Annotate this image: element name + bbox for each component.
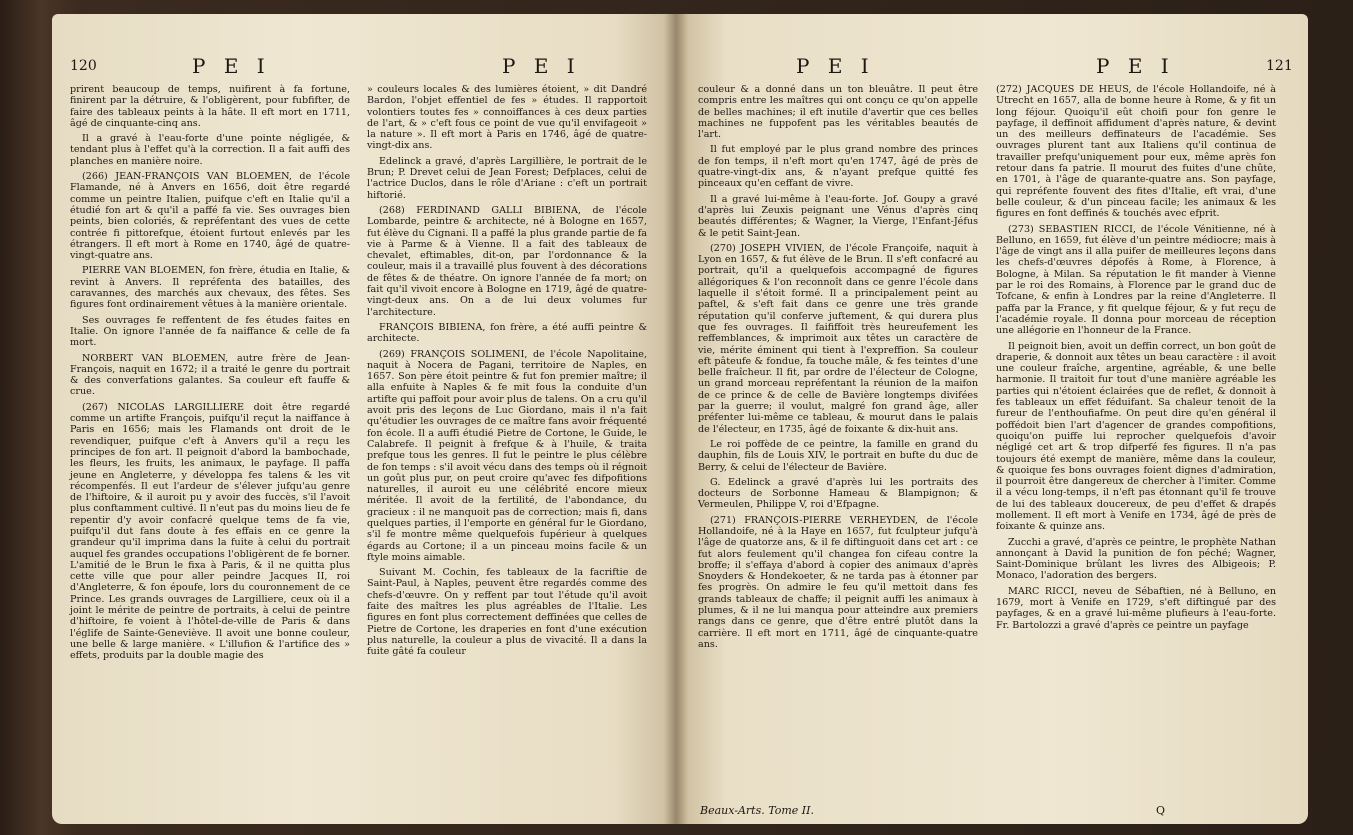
paragraph: (273) SEBASTIEN RICCI, de l'école Vénitienne, né à Belluno, en 1659, fut élève d'un peintre médiocre; mais à l'âge de vingt ans il alla puifer de meilleures leçons dans les chefs-d'œuvres dépofés à Rome, à Florence, à Bologne, à Milan. Sa réputation le fit mander à Vienne par le roi des Romains, à Florence par le grand duc de Tofcane, & enfin à Londres par la reine d'Angleterre. Il paffa par la France, y fit quelque féjour, & y fut reçu de l'académie royale. Il donna pour morceau de réception une allégorie en l'honneur de la France. xyxy=(996,223,1276,337)
paragraph: Suivant M. Cochin, fes tableaux de la facriftie de Saint-Paul, à Naples, peuvent être regardés comme des chefs-d'œuvre. On y reffent par tout l'étude qu'il avoit faite des maîtres les plus agréables de l'Italie. Les figures en font plus correctement deffinées que celles de Pietre de Cortone, les draperies en font d'une exécution plus naturelle, la couleur a plus de vivacité. Il a dans la fuite gâté fa couleur xyxy=(367,567,647,658)
paragraph: (268) FERDINAND GALLI BIBIENA, de l'école Lombarde, peintre & architecte, né à Bologne en 1657, fut élève du Cignani. Il a paffé la plus grande partie de fa vie à Parme & à Vienne. Il a fait des tableaux de chevalet, eftimables, dit-on, par l'ordonnance & la couleur, mais il a travaillé plus fouvent à des décorations de fêtes & de théatre. On ignore l'année de fa mort; on fait qu'il vivoit encore à Bologne en 1719, âgé de quatre-vingt-deux ans. On a de lui deux volumes fur l'architecture. xyxy=(367,204,647,318)
paragraph: Il a gravé lui-même à l'eau-forte. Jof. Goupy a gravé d'après lui Zeuxis peignant une Vénus d'après cinq beautés différentes; & Wagner, la Vierge, l'Enfant-Jéfus & le petit Saint-Jean. xyxy=(698,193,978,239)
paragraph: (269) FRANÇOIS SOLIMENI, de l'école Napolitaine, naquit à Nocera de Pagani, territoire de Naples, en 1657. Son père étoit peintre & fut fon premier maître; il alla enfuite à Naples & fe mit fous la conduite d'un artifte qui paffoit pour avoir plus de talens. On a cru qu'il avoit pris des leçons de Luc Giordano, mais il n'a fait qu'étudier les ouvrages de ce maître fans avoir fréquenté fon école. Il a auffi étudié Pietre de Cortone, le Guide, le Calabrefe. Il peignit à frefque & à l'huile, & traita prefque tous les genres. Il fut le peintre le plus célèbre de fon temps : s'il avoit vécu dans des temps où il régnoit un goût plus pur, on peut croire qu'avec fes difpofitions naturelles, il auroit eu une célébrité encore mieux méritée. Il avoit de la fertilité, de l'abondance, du gracieux : il ne manquoit pas de correction; mais fi, dans quelques parties, il l'emporte en général fur le Giordano, s'il fe montre même quelquefois fupérieur à quelques égards au Cortone; il a un pinceau moins facile & un ftyle moins aimable. xyxy=(367,348,647,563)
left-page xyxy=(52,14,676,824)
running-head-right-1: P E I xyxy=(796,54,875,78)
paragraph: » couleurs locales & des lumières étoient, » dit Dandré Bardon, l'objet effentiel de fes » études. Il rapportoit volontiers toutes fes » connoiffances à ces deux parties de l'art, & » c'eft fous ce point de vue qu'il envifageoit » la nature ». Il eft mort à Paris en 1746, âgé de quatre-vingt-dix ans. xyxy=(367,84,647,152)
paragraph: FRANÇOIS BIBIENA, fon frère, a été auffi peintre & architecte. xyxy=(367,321,647,345)
paragraph: G. Edelinck a gravé d'après lui les portraits des docteurs de Sorbonne Hameau & Blampignon; & Vermeulen, Philippe V, roi d'Efpagne. xyxy=(698,476,978,511)
paragraph: prirent beaucoup de temps, nuifirent à fa fortune, finirent par la détruire, & l'obligèrent, pour fubfifter, de faire des tableaux peints à la hâte. Il eft mort en 1711, âgé de cinquante-cinq ans. xyxy=(70,84,350,129)
paragraph: Il fut employé par le plus grand nombre des princes de fon temps, il n'eft mort qu'en 1747, âgé de près de quatre-vingt-dix ans, & n'ayant prefque quitté fes pinceaux qu'en ceffant de vivre. xyxy=(698,144,978,190)
paragraph: Zucchi a gravé, d'après ce peintre, le prophète Nathan annonçant à David la punition de fon péché; Wagner, Saint-Dominique brûlant les livres des Albigeois; P. Monaco, l'adoration des bergers. xyxy=(996,536,1276,582)
left-page-column-1 xyxy=(70,84,350,666)
paragraph: Il a gravé à l'eau-forte d'une pointe négligée, & tendant plus à l'effet qu'à la correction. Il a fait auffi des planches en manière noire. xyxy=(70,133,350,167)
paragraph: (267) NICOLAS LARGILLIERE doit être regardé comme un artifte François, puifqu'il reçut la naiffance à Paris en 1656; mais les Flamands ont droit de le revendiquer, puifque c'eft à Anvers qu'il a reçu les principes de fon art. Il peignoit d'abord la bambochade, les fleurs, les fruits, les animaux, le payfage. Il paffa jeune en Angleterre, y développa fes talens & les vit récompenfés. Il eut l'ardeur de s'élever jufqu'au genre de l'hiftoire, & il auroit pu y avoir des fuccès, s'il l'avoit plus conftamment cultivé. Il n'eut pas du moins lieu de fe repentir d'y avoir confacré quelque tems de fa vie, puifqu'il dut fans doute à fes effais en ce genre la grandeur qu'il imprima dans la fuite à celui du portrait auquel fes grandes occupations l'obligèrent de fe borner. L'amitié de le Brun le fixa à Paris, & il ne quitta plus cette ville que pour aller peindre Jacques II, roi d'Angleterre, & fon époufe, lors du couronnement de ce Prince. Les grands ouvrages de Largilliere, ceux où il a joint le mérite de peintre de portraits, à celui de peintre d'hiftoire, fe voient à l'hôtel-de-ville de Paris & dans l'églife de Sainte-Geneviève. Il avoit une bonne couleur, une belle & large manière. « L'illufion & l'artifice des » effets, produits par la double magie des xyxy=(70,401,350,662)
page-number-left: 120 xyxy=(70,58,97,74)
volume-footer: Beaux-Arts. Tome II. xyxy=(700,804,814,817)
paragraph: Edelinck a gravé, d'après Largillière, le portrait de le Brun; P. Drevet celui de Jean Forest; Defplaces, celui de l'actrice Duclos, dans le rôle d'Ariane : c'eft un portrait hiftorié. xyxy=(367,155,647,201)
paragraph: Il peignoit bien, avoit un deffin correct, un bon goût de draperie, & donnoit aux têtes un beau caractère : il avoit une couleur fraîche, argentine, agréable, & une belle harmonie. Il traitoit fur tout d'une manière agréable les parties qui n'étoient éclairées que de reflet, & donnoit à fes tableaux un effet féduifant. Sa chaleur tenoit de la fureur de l'enthoufiafme. On peut dire qu'en général il poffédoit bien l'art d'agencer de grandes compofitions, quoiqu'on puiffe lui reprocher quelquefois d'avoir négligé cet art & trop difperfé fes figures. Il n'a pas toujours été exempt de manière, même dans la couleur, & quoique fes bons ouvrages foient dignes d'admiration, il pourroit être dangereux de chercher à l'imiter. Comme il a vécu long-temps, il n'eft pas étonnant qu'il fe trouve de lui des tableaux doucereux, de peu d'effet & drapés mollement. Il eft mort à Venife en 1734, âgé de près de foixante & quinze ans. xyxy=(996,340,1276,533)
paragraph: NORBERT VAN BLOEMEN, autre frère de Jean-François, naquit en 1672; il a traité le genre du portrait & des converfations galantes. Sa couleur eft fauffe & crue. xyxy=(70,352,350,398)
paragraph: Ses ouvrages fe reffentent de fes études faites en Italie. On ignore l'année de fa naiffance & celle de fa mort. xyxy=(70,314,350,349)
paragraph: (272) JACQUES DE HEUS, de l'école Hollandoife, né à Utrecht en 1657, alla de bonne heure à Rome, & y fit un long féjour. Quoiqu'il eût choifi pour fon genre le payfage, il deffinoit affidument d'après nature, & devint un des meilleurs deffinateurs de l'académie. Ses ouvrages plurent tant aux Italiens qu'il continua de travailler prefqu'uniquement pour eux, même après fon retour dans fa patrie. Il mourut des fuites d'une chûte, en 1701, à l'âge de quarante-quatre ans. Son payfage, qui repréfente fouvent des fites d'Italie, eft vrai, d'une belle couleur, & d'un pinceau facile; les animaux & les figures en font deffinés & touchés avec efprit. xyxy=(996,84,1276,220)
paragraph: couleur & a donné dans un ton bleuâtre. Il peut être compris entre les maîtres qui ont conçu ce qu'on appelle de belles machines; il eft inutile d'avertir que ces belles machines ne fuppofent pas les véritables beautés de l'art. xyxy=(698,84,978,141)
left-page-column-2 xyxy=(367,84,647,662)
running-head-right-2: P E I xyxy=(1096,54,1175,78)
paragraph: (266) JEAN-FRANÇOIS VAN BLOEMEN, de l'école Flamande, né à Anvers en 1656, doit être regardé comme un peintre Italien, puifque c'eft en Italie qu'il a étudié fon art & qu'il a paffé fa vie. Ses ouvrages bien peints, bien coloriés, & repréfentant des vues de cette contrée fi pittorefque, étoient furtout enlevés par les étrangers. Il eft mort à Rome en 1740, âgé de quatre-vingt-quatre ans. xyxy=(70,171,350,262)
paragraph: MARC RICCI, neveu de Sébaftien, né à Belluno, en 1679, mort à Venife en 1729, s'eft diftingué par des payfages, & en a gravé lui-même plufieurs à l'eau-forte. Fr. Bartolozzi a gravé d'après ce peintre un payfage xyxy=(996,585,1276,631)
page-number-right: 121 xyxy=(1266,58,1293,74)
running-head-left-1: P E I xyxy=(192,54,271,78)
paragraph: PIERRE VAN BLOEMEN, fon frère, étudia en Italie, & revint à Anvers. Il repréfenta des batailles, des caravannes, des marchés aux chevaux, des fêtes. Ses figures font ordinairement vêtues à la manière orientale. xyxy=(70,265,350,311)
paragraph: Le roi poffède de ce peintre, la famille en grand du dauphin, fils de Louis XIV, le portrait en bufte du duc de Berry, & celui de l'électeur de Bavière. xyxy=(698,438,978,473)
right-page-column-1 xyxy=(698,84,978,654)
right-page xyxy=(676,14,1308,824)
book-gutter xyxy=(664,14,688,824)
paragraph: (271) FRANÇOIS-PIERRE VERHEYDEN, de l'école Hollandoife, né à la Haye en 1657, fut fculpteur jufqu'à l'âge de quatorze ans, & il fe diftinguoit dans cet art : ce fut alors feulement qu'il changea fon cifeau contre la broffe; il s'effaya d'abord à copier des animaux d'après Snoyders & Hondekoeter, & ne tarda pas à étonner par fes progrès. On admire le feu qu'il mettoit dans fes grands tableaux de chaffe; il peignit auffi les animaux à plumes, & il ne lui manqua pour atteindre aux premiers rangs dans ce genre, que d'être entré plutôt dans la carrière. Il eft mort en 1711, âgé de cinquante-quatre ans. xyxy=(698,514,978,650)
paragraph: (270) JOSEPH VIVIEN, de l'école Françoife, naquit à Lyon en 1657, & fut élève de le Brun. Il s'eft confacré au portrait, qu'il a quelquefois accompagné de figures allégoriques & l'on reconnoît dans ce genre l'école dans laquelle il s'étoit formé. Il a principalement peint au paftel, & s'eft fait dans ce genre une très grande réputation qu'il conferve juftement, & qui durera plus que fes ouvrages. Il faififfoit très heureufement les reffemblances, & imprimoit aux têtes un caractère de vie, mérite éminent qui tient à l'expreffion. Sa couleur eft pâteufe & fondue, fa touche mâle, & fes teintes d'une belle fraîcheur. Il fit, par ordre de l'électeur de Cologne, un grand morceau repréfentant la réunion de la maifon de ce prince & de celle de Bavière longtemps divifées par la guerre; il voulut, malgré fon grand âge, aller préfenter lui-même ce tableau, & mourut dans le palais de l'électeur, en 1735, âgé de foixante & dix-huit ans. xyxy=(698,242,978,435)
signature-mark: Q xyxy=(1156,804,1166,817)
right-page-column-2 xyxy=(996,84,1276,635)
running-head-left-2: P E I xyxy=(502,54,581,78)
